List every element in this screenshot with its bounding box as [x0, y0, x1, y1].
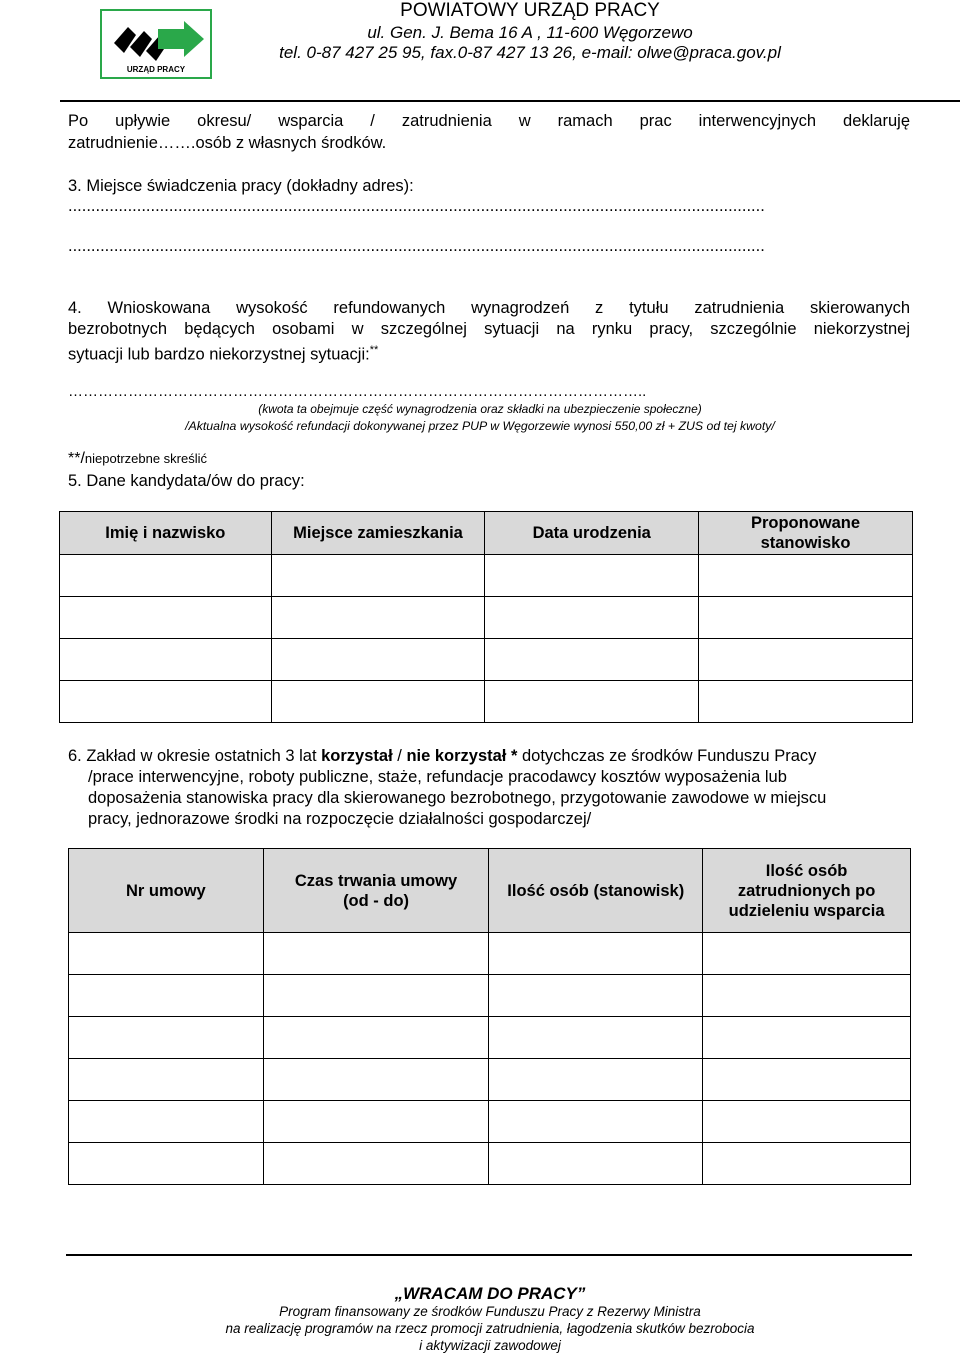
- col-residence: Miejsce zamieszkania: [271, 512, 485, 555]
- cell-position[interactable]: [699, 597, 913, 639]
- footer-line-1: Program finansowany ze środków Funduszu Pracy z Rezerwy Ministra: [279, 1304, 701, 1319]
- table-row: [60, 681, 913, 723]
- section-6-prefix: 6. Zakład w okresie ostatnich 3 lat: [68, 747, 322, 765]
- cell-birth-date[interactable]: [485, 555, 699, 597]
- table-row: [69, 1017, 911, 1059]
- logo-emblem-icon: [102, 13, 210, 71]
- logo-text: URZĄD PRACY: [126, 65, 186, 74]
- cell-contract-duration[interactable]: [263, 1143, 489, 1185]
- footer-line-2: na realizację programów na rzecz promocji zatrudnienia, łagodzenia skutków bezrobocia: [225, 1321, 755, 1336]
- col-positions-count: Ilość osób (stanowisk): [489, 849, 703, 933]
- cell-name[interactable]: [60, 681, 272, 723]
- section-4-line-2: bezrobotnych będących osobami w szczególnej sytuacji na rynku pracy, szczególnie niekorzystnej: [68, 320, 910, 338]
- cell-contract-duration[interactable]: [263, 975, 489, 1017]
- cell-contract-duration[interactable]: [263, 933, 489, 975]
- cell-employed-after[interactable]: [703, 975, 911, 1017]
- cell-contract-duration[interactable]: [263, 1017, 489, 1059]
- col-name: Imię i nazwisko: [60, 512, 272, 555]
- cell-contract-no[interactable]: [69, 975, 264, 1017]
- section-4-line-3: [68, 340, 910, 366]
- cell-employed-after[interactable]: [703, 933, 911, 975]
- section-4-line-3-text: sytuacji lub bardzo niekorzystnej sytuacji:: [68, 345, 370, 364]
- section-3-heading: 3. Miejsce świadczenia pracy (dokładny adres):: [68, 177, 414, 195]
- cell-positions-count[interactable]: [489, 1101, 703, 1143]
- table-row: [69, 975, 911, 1017]
- section-6-line-4: pracy, jednorazowe środki na rozpoczęcie działalności gospodarczej/: [88, 810, 592, 828]
- table-row: [60, 597, 913, 639]
- col-contract-duration: Czas trwania umowy (od - do): [263, 849, 489, 933]
- section-6-line-2: /prace interwencyjne, roboty publiczne, staże, refundacje pracodawcy kosztów wyposażenia lub: [88, 768, 787, 786]
- option-separator: /: [392, 747, 407, 765]
- cell-employed-after[interactable]: [703, 1143, 911, 1185]
- cell-contract-no[interactable]: [69, 1059, 264, 1101]
- cell-name[interactable]: [60, 639, 272, 681]
- cell-employed-after[interactable]: [703, 1017, 911, 1059]
- cell-positions-count[interactable]: [489, 975, 703, 1017]
- option-not-used: nie korzystał *: [406, 747, 518, 765]
- declaration-line-1: Po upływie okresu/ wsparcia / zatrudnienia w ramach prac interwencyjnych deklaruję: [68, 112, 910, 130]
- support-table-header: [69, 849, 911, 933]
- cell-contract-duration[interactable]: [263, 1059, 489, 1101]
- cell-residence[interactable]: [271, 681, 485, 723]
- office-logo: [100, 9, 212, 79]
- col-position: Proponowane stanowisko: [699, 512, 913, 555]
- cell-position[interactable]: [699, 681, 913, 723]
- section-4-footnote-ref: **: [369, 344, 379, 356]
- cell-contract-no[interactable]: [69, 1101, 264, 1143]
- table-row: [69, 1101, 911, 1143]
- section-6-suffix: dotychczas ze środków Funduszu Pracy: [517, 747, 817, 765]
- table-row: [69, 1059, 911, 1101]
- col-birth-date: Data urodzenia: [485, 512, 699, 555]
- amount-dots-line: ……………………………………………………………………………………………………..: [68, 383, 647, 400]
- cell-employed-after[interactable]: [703, 1059, 911, 1101]
- cell-contract-no[interactable]: [69, 1143, 264, 1185]
- program-title: „WRACAM DO PRACY”: [394, 1284, 586, 1303]
- office-name: POWIATOWY URZĄD PRACY: [400, 0, 660, 21]
- cell-positions-count[interactable]: [489, 933, 703, 975]
- cell-employed-after[interactable]: [703, 1101, 911, 1143]
- refund-info-note: /Aktualna wysokość refundacji dokonywanej przez PUP w Węgorzewie wynosi 550,00 zł + ZUS od tej kwoty/: [185, 419, 775, 433]
- footer-line-3: i aktywizacji zawodowej: [419, 1338, 561, 1353]
- col-contract-no: Nr umowy: [69, 849, 264, 933]
- section-6-line-1: [68, 746, 918, 767]
- cell-birth-date[interactable]: [485, 639, 699, 681]
- cell-residence[interactable]: [271, 597, 485, 639]
- cell-positions-count[interactable]: [489, 1059, 703, 1101]
- strike-footnote: [68, 450, 207, 468]
- table-row: [69, 933, 911, 975]
- table-row: [69, 1143, 911, 1185]
- strike-footnote-mark: **/: [68, 450, 85, 467]
- section-6-line-3: doposażenia stanowiska pracy dla skierowanego bezrobotnego, przygotowanie zawodowe w miejscu: [88, 789, 827, 807]
- footer-divider: [66, 1254, 912, 1256]
- candidates-table-header: [60, 512, 913, 555]
- cell-residence[interactable]: [271, 639, 485, 681]
- cell-birth-date[interactable]: [485, 597, 699, 639]
- cell-positions-count[interactable]: [489, 1143, 703, 1185]
- address-dots-line-1: ........................................................................................................................................................: [68, 197, 765, 215]
- section-4-line-1: 4. Wnioskowana wysokość refundowanych wynagrodzeń z tytułu zatrudnienia skierowanych: [68, 299, 910, 317]
- cell-contract-no[interactable]: [69, 933, 264, 975]
- cell-name[interactable]: [60, 597, 272, 639]
- cell-position[interactable]: [699, 639, 913, 681]
- office-address: ul. Gen. J. Bema 16 A , 11-600 Węgorzewo: [367, 23, 693, 42]
- table-row: [60, 555, 913, 597]
- cell-name[interactable]: [60, 555, 272, 597]
- address-dots-line-2: ........................................................................................................................................................: [68, 237, 765, 255]
- cell-position[interactable]: [699, 555, 913, 597]
- header-divider: [60, 100, 960, 102]
- section-5-heading: 5. Dane kandydata/ów do pracy:: [68, 472, 305, 490]
- office-contact: tel. 0-87 427 25 95, fax.0-87 427 13 26, e-mail: olwe@praca.gov.pl: [279, 43, 781, 62]
- col-employed-after: Ilość osób zatrudnionych po udzieleniu wsparcia: [703, 849, 911, 933]
- cell-birth-date[interactable]: [485, 681, 699, 723]
- declaration-line-2: zatrudnienie…….osób z własnych środków.: [68, 134, 387, 152]
- option-used: korzystał: [321, 747, 393, 765]
- cell-contract-no[interactable]: [69, 1017, 264, 1059]
- candidates-table: [59, 511, 913, 723]
- table-row: [60, 639, 913, 681]
- cell-residence[interactable]: [271, 555, 485, 597]
- support-history-table: [68, 848, 911, 1185]
- cell-contract-duration[interactable]: [263, 1101, 489, 1143]
- strike-footnote-text: niepotrzebne skreślić: [84, 451, 208, 466]
- amount-note: (kwota ta obejmuje część wynagrodzenia oraz składki na ubezpieczenie społeczne): [258, 402, 702, 416]
- cell-positions-count[interactable]: [489, 1017, 703, 1059]
